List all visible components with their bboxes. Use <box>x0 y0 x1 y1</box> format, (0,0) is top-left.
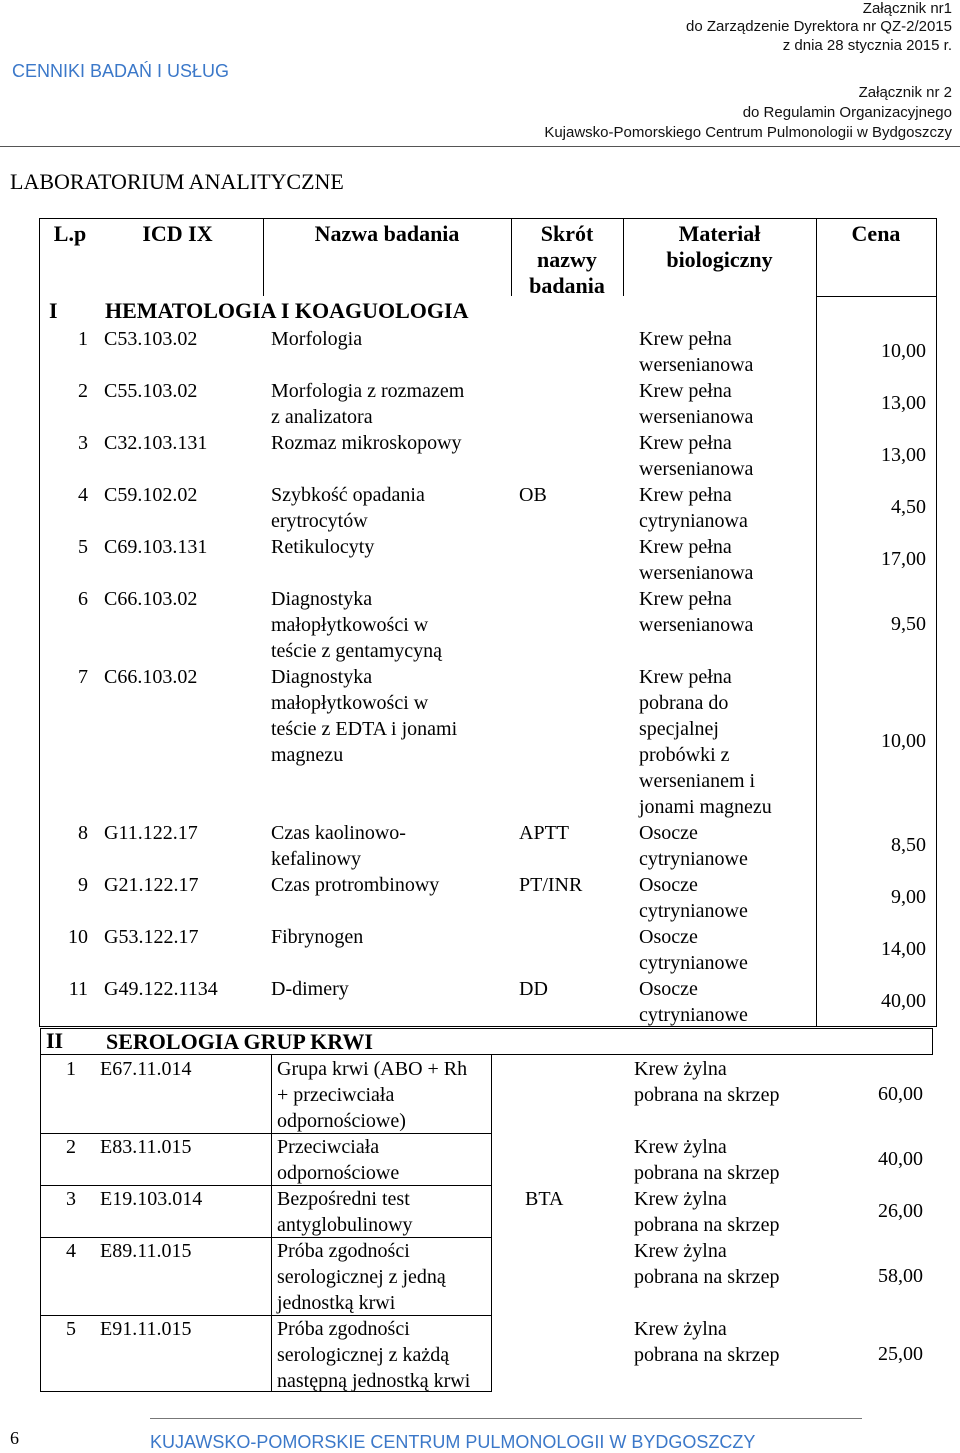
row-test-name: małopłytkowości w <box>271 692 429 714</box>
row-material: Krew pełna <box>639 484 732 506</box>
row-material: Osocze <box>639 978 698 1000</box>
annex1-line-2: do Zarządzenie Dyrektora nr QZ-2/2015 <box>686 18 952 35</box>
row-material: pobrana na skrzep <box>634 1162 780 1184</box>
row-material: Krew żylna <box>634 1058 727 1080</box>
row-price: 60,00 <box>878 1083 923 1105</box>
row-test-name: małopłytkowości w <box>271 614 429 636</box>
col-header-name: Nazwa badania <box>314 221 460 246</box>
row-icd-code: G11.122.17 <box>104 822 198 844</box>
row-icd-code: G49.122.1134 <box>104 978 218 1000</box>
row-material: cytrynianowe <box>639 952 748 974</box>
row-material: pobrana na skrzep <box>634 1344 780 1366</box>
row-material: Krew pełna <box>639 328 732 350</box>
footer-divider <box>150 1418 862 1419</box>
row-material: pobrana na skrzep <box>634 1084 780 1106</box>
row-lp: 8 <box>78 822 88 844</box>
row-test-name: jednostką krwi <box>277 1292 396 1314</box>
row-test-name: Próba zgodności <box>277 1318 410 1340</box>
row-price: 8,50 <box>891 834 926 856</box>
row-icd-code: G21.122.17 <box>104 874 199 896</box>
row-abbreviation: BTA <box>525 1188 564 1210</box>
price-table-serology <box>40 1028 933 1392</box>
row-icd-code: E91.11.015 <box>100 1318 192 1340</box>
row-material: cytrynianowe <box>639 1004 748 1026</box>
row-material: Osocze <box>639 926 698 948</box>
col-header-icd: ICD IX <box>142 221 213 246</box>
row-test-name: Przeciwciała <box>277 1136 380 1158</box>
row-lp: 6 <box>78 588 88 610</box>
price-table-hematology <box>39 218 937 1027</box>
annex2-line-1: Załącznik nr 2 <box>858 84 952 101</box>
row-material: wersenianowa <box>639 614 754 636</box>
row-test-name: odpornościowe) <box>277 1110 406 1132</box>
row-test-name: Morfologia z rozmazem <box>271 380 465 402</box>
row-test-name: magnezu <box>271 744 344 766</box>
row-price: 40,00 <box>881 990 926 1012</box>
row-lp: 4 <box>78 484 88 506</box>
row-test-name: z analizatora <box>271 406 373 428</box>
annex1-line-1: Załącznik nr1 <box>862 0 952 17</box>
row-lp: 1 <box>66 1058 76 1080</box>
row-abbreviation: APTT <box>519 822 569 844</box>
row-lp: 3 <box>78 432 88 454</box>
row-lp: 4 <box>66 1240 76 1262</box>
row-price: 58,00 <box>878 1265 923 1287</box>
row-material: wersenianowa <box>639 562 754 584</box>
row-test-name: następną jednostką krwi <box>277 1370 471 1392</box>
row-material: specjalnej <box>639 718 719 740</box>
row-test-name: Bezpośredni test <box>277 1188 410 1210</box>
row-test-name: Diagnostyka <box>271 588 373 610</box>
col-header-price: Cena <box>851 221 901 246</box>
row-price: 40,00 <box>878 1148 923 1170</box>
header-divider <box>0 146 960 147</box>
row-material: Krew pełna <box>639 536 732 558</box>
row-lp: 10 <box>68 926 88 948</box>
row-test-name: Czas kaolinowo- <box>271 822 406 844</box>
row-price: 10,00 <box>881 730 926 752</box>
annex2-line-2: do Regulamin Organizacyjnego <box>742 104 952 121</box>
row-price: 17,00 <box>881 548 926 570</box>
row-material: pobrana na skrzep <box>634 1214 780 1236</box>
row-lp: 2 <box>78 380 88 402</box>
row-test-name: Grupa krwi (ABO + Rh <box>277 1058 468 1080</box>
col-header-material: Materiał biologiczny <box>666 221 773 272</box>
row-material: Krew pełna <box>639 432 732 454</box>
row-material: Krew żylna <box>634 1136 727 1158</box>
row-material: Osocze <box>639 822 698 844</box>
section-heading: LABORATORIUM ANALITYCZNE <box>10 169 344 194</box>
row-price: 25,00 <box>878 1343 923 1365</box>
row-test-name: Diagnostyka <box>271 666 373 688</box>
document-header-title: CENNIKI BADAŃ I USŁUG <box>12 61 230 81</box>
row-abbreviation: DD <box>519 978 548 1000</box>
row-material: jonami magnezu <box>639 796 772 818</box>
row-material: wersenianowa <box>639 458 754 480</box>
row-lp: 1 <box>78 328 88 350</box>
row-lp: 11 <box>68 978 88 1000</box>
row-material: wersenianem i <box>639 770 756 792</box>
row-test-name: teście z EDTA i jonami <box>271 718 458 740</box>
row-material: cytrynianowa <box>639 510 748 532</box>
row-price: 26,00 <box>878 1200 923 1222</box>
row-material: pobrana na skrzep <box>634 1266 780 1288</box>
row-price: 9,00 <box>891 886 926 908</box>
row-test-name: erytrocytów <box>271 510 368 532</box>
row-test-name: serologicznej z każdą <box>277 1344 450 1366</box>
row-material: Osocze <box>639 874 698 896</box>
row-test-name: Retikulocyty <box>271 536 375 558</box>
row-material: wersenianowa <box>639 354 754 376</box>
row-test-name: Morfologia <box>271 328 363 350</box>
row-price: 13,00 <box>881 444 926 466</box>
row-material: Krew żylna <box>634 1240 727 1262</box>
row-icd-code: G53.122.17 <box>104 926 199 948</box>
row-lp: 7 <box>78 666 88 688</box>
row-test-name: Czas protrombinowy <box>271 874 440 896</box>
row-price: 10,00 <box>881 340 926 362</box>
row-lp: 5 <box>66 1318 76 1340</box>
group-title: HEMATOLOGIA I KOAGUOLOGIA <box>105 298 469 323</box>
annex2-line-3: Kujawsko-Pomorskiego Centrum Pulmonologii w Bydgoszczy <box>544 124 952 141</box>
row-lp: 9 <box>78 874 88 896</box>
row-test-name: Fibrynogen <box>271 926 364 948</box>
row-test-name: D-dimery <box>271 978 349 1000</box>
row-material: probówki z <box>639 744 730 766</box>
row-icd-code: E83.11.015 <box>100 1136 192 1158</box>
row-abbreviation: PT/INR <box>519 874 583 896</box>
row-test-name: odpornościowe <box>277 1162 400 1184</box>
row-test-name: antyglobulinowy <box>277 1214 413 1236</box>
row-material: Krew pełna <box>639 666 732 688</box>
row-icd-code: C32.103.131 <box>104 432 208 454</box>
row-material: Krew pełna <box>639 588 732 610</box>
row-price: 4,50 <box>891 496 926 518</box>
row-test-name: kefalinowy <box>271 848 361 870</box>
row-material: Krew żylna <box>634 1318 727 1340</box>
row-material: cytrynianowe <box>639 848 748 870</box>
row-abbreviation: OB <box>519 484 547 506</box>
row-test-name: Próba zgodności <box>277 1240 410 1262</box>
row-icd-code: C66.103.02 <box>104 588 198 610</box>
col-header-lp: L.p <box>53 221 87 246</box>
row-lp: 3 <box>66 1188 76 1210</box>
row-lp: 5 <box>78 536 88 558</box>
row-material: Krew pełna <box>639 380 732 402</box>
row-icd-code: E19.103.014 <box>100 1188 203 1210</box>
row-icd-code: C55.103.02 <box>104 380 198 402</box>
row-test-name: teście z gentamycyną <box>271 640 443 662</box>
row-price: 13,00 <box>881 392 926 414</box>
row-test-name: + przeciwciała <box>277 1084 395 1106</box>
row-icd-code: E89.11.015 <box>100 1240 192 1262</box>
group-roman-numeral: I <box>49 298 58 323</box>
row-lp: 2 <box>66 1136 76 1158</box>
row-test-name: Szybkość opadania <box>271 484 425 506</box>
page-number: 6 <box>10 1428 19 1448</box>
group-roman-numeral: II <box>46 1028 64 1053</box>
col-header-abbr: Skrót nazwy badania <box>529 221 605 298</box>
footer-institution: KUJAWSKO-POMORSKIE CENTRUM PULMONOLOGII W BYDGOSZCZY <box>150 1432 756 1452</box>
row-test-name: serologicznej z jedną <box>277 1266 446 1288</box>
row-price: 14,00 <box>881 938 926 960</box>
row-material: pobrana do <box>639 692 729 714</box>
row-material: cytrynianowe <box>639 900 748 922</box>
row-icd-code: C69.103.131 <box>104 536 208 558</box>
row-price: 9,50 <box>891 613 926 635</box>
row-icd-code: C53.103.02 <box>104 328 198 350</box>
row-material: Krew żylna <box>634 1188 727 1210</box>
row-icd-code: C59.102.02 <box>104 484 198 506</box>
annex1-line-3: z dnia 28 stycznia 2015 r. <box>782 37 952 54</box>
row-icd-code: E67.11.014 <box>100 1058 192 1080</box>
row-test-name: Rozmaz mikroskopowy <box>271 432 462 454</box>
row-material: wersenianowa <box>639 406 754 428</box>
row-icd-code: C66.103.02 <box>104 666 198 688</box>
group-title: SEROLOGIA GRUP KRWI <box>106 1029 373 1054</box>
